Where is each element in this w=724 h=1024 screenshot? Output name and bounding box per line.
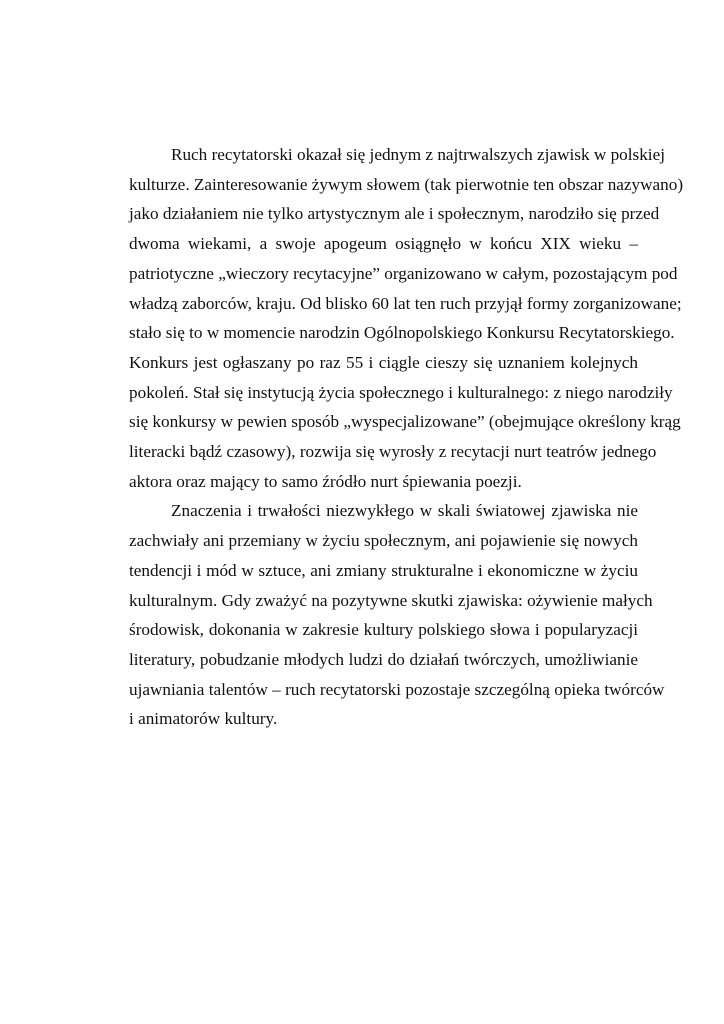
text-line: patriotyczne „wieczory recytacyjne” organizowano w całym, pozostającym pod bbox=[129, 263, 678, 283]
text-line: pokoleń. Stał się instytucją życia społecznego i kulturalnego: z niego narodziły bbox=[129, 382, 673, 402]
text-line: się konkursy w pewien sposób „wyspecjalizowane” (obejmujące określony krąg bbox=[129, 412, 681, 432]
text-line: literacki bądź czasowy), rozwija się wyrosły z recytacji nurt teatrów jednego bbox=[129, 442, 657, 462]
text-line: ujawniania talentów – ruch recytatorski pozostaje szczególną opieka twórców bbox=[129, 679, 665, 699]
text-line: tendencji i mód w sztuce, ani zmiany strukturalne i ekonomiczne w życiu bbox=[129, 560, 638, 580]
text-line: stało się to w momencie narodzin Ogólnopolskiego Konkursu Recytatorskiego. bbox=[129, 323, 675, 343]
document-body bbox=[87, 140, 684, 734]
text-line: Ruch recytatorski okazał się jednym z najtrwalszych zjawisk w polskiej bbox=[171, 145, 665, 164]
text-line: i animatorów kultury. bbox=[129, 709, 278, 729]
text-line: aktora oraz mający to samo źródło nurt śpiewania poezji. bbox=[129, 471, 522, 491]
text-line: Znaczenia i trwałości niezwykłego w skali światowej zjawiska nie bbox=[171, 501, 638, 521]
text-line: środowisk, dokonania w zakresie kultury polskiego słowa i popularyzacji bbox=[129, 620, 638, 640]
text-line: dwoma wiekami, a swoje apogeum osiągnęło w końcu XIX wieku – bbox=[129, 234, 638, 254]
text-line: jako działaniem nie tylko artystycznym ale i społecznym, narodziło się przed bbox=[129, 204, 660, 224]
text-line: zachwiały ani przemiany w życiu społecznym, ani pojawienie się nowych bbox=[129, 531, 638, 551]
text-line: literatury, pobudzanie młodych ludzi do działań twórczych, umożliwianie bbox=[129, 649, 638, 669]
paragraph-1 bbox=[87, 140, 684, 496]
text-line: kulturze. Zainteresowanie żywym słowem (tak pierwotnie ten obszar nazywano) bbox=[129, 174, 684, 194]
paragraph-2 bbox=[87, 496, 665, 734]
text-line: kulturalnym. Gdy zważyć na pozytywne skutki zjawiska: ożywienie małych bbox=[129, 590, 653, 610]
text-line: władzą zaborców, kraju. Od blisko 60 lat ten ruch przyjął formy zorganizowane; bbox=[129, 293, 682, 313]
text-line: Konkurs jest ogłaszany po raz 55 i ciągle cieszy się uznaniem kolejnych bbox=[129, 352, 638, 372]
